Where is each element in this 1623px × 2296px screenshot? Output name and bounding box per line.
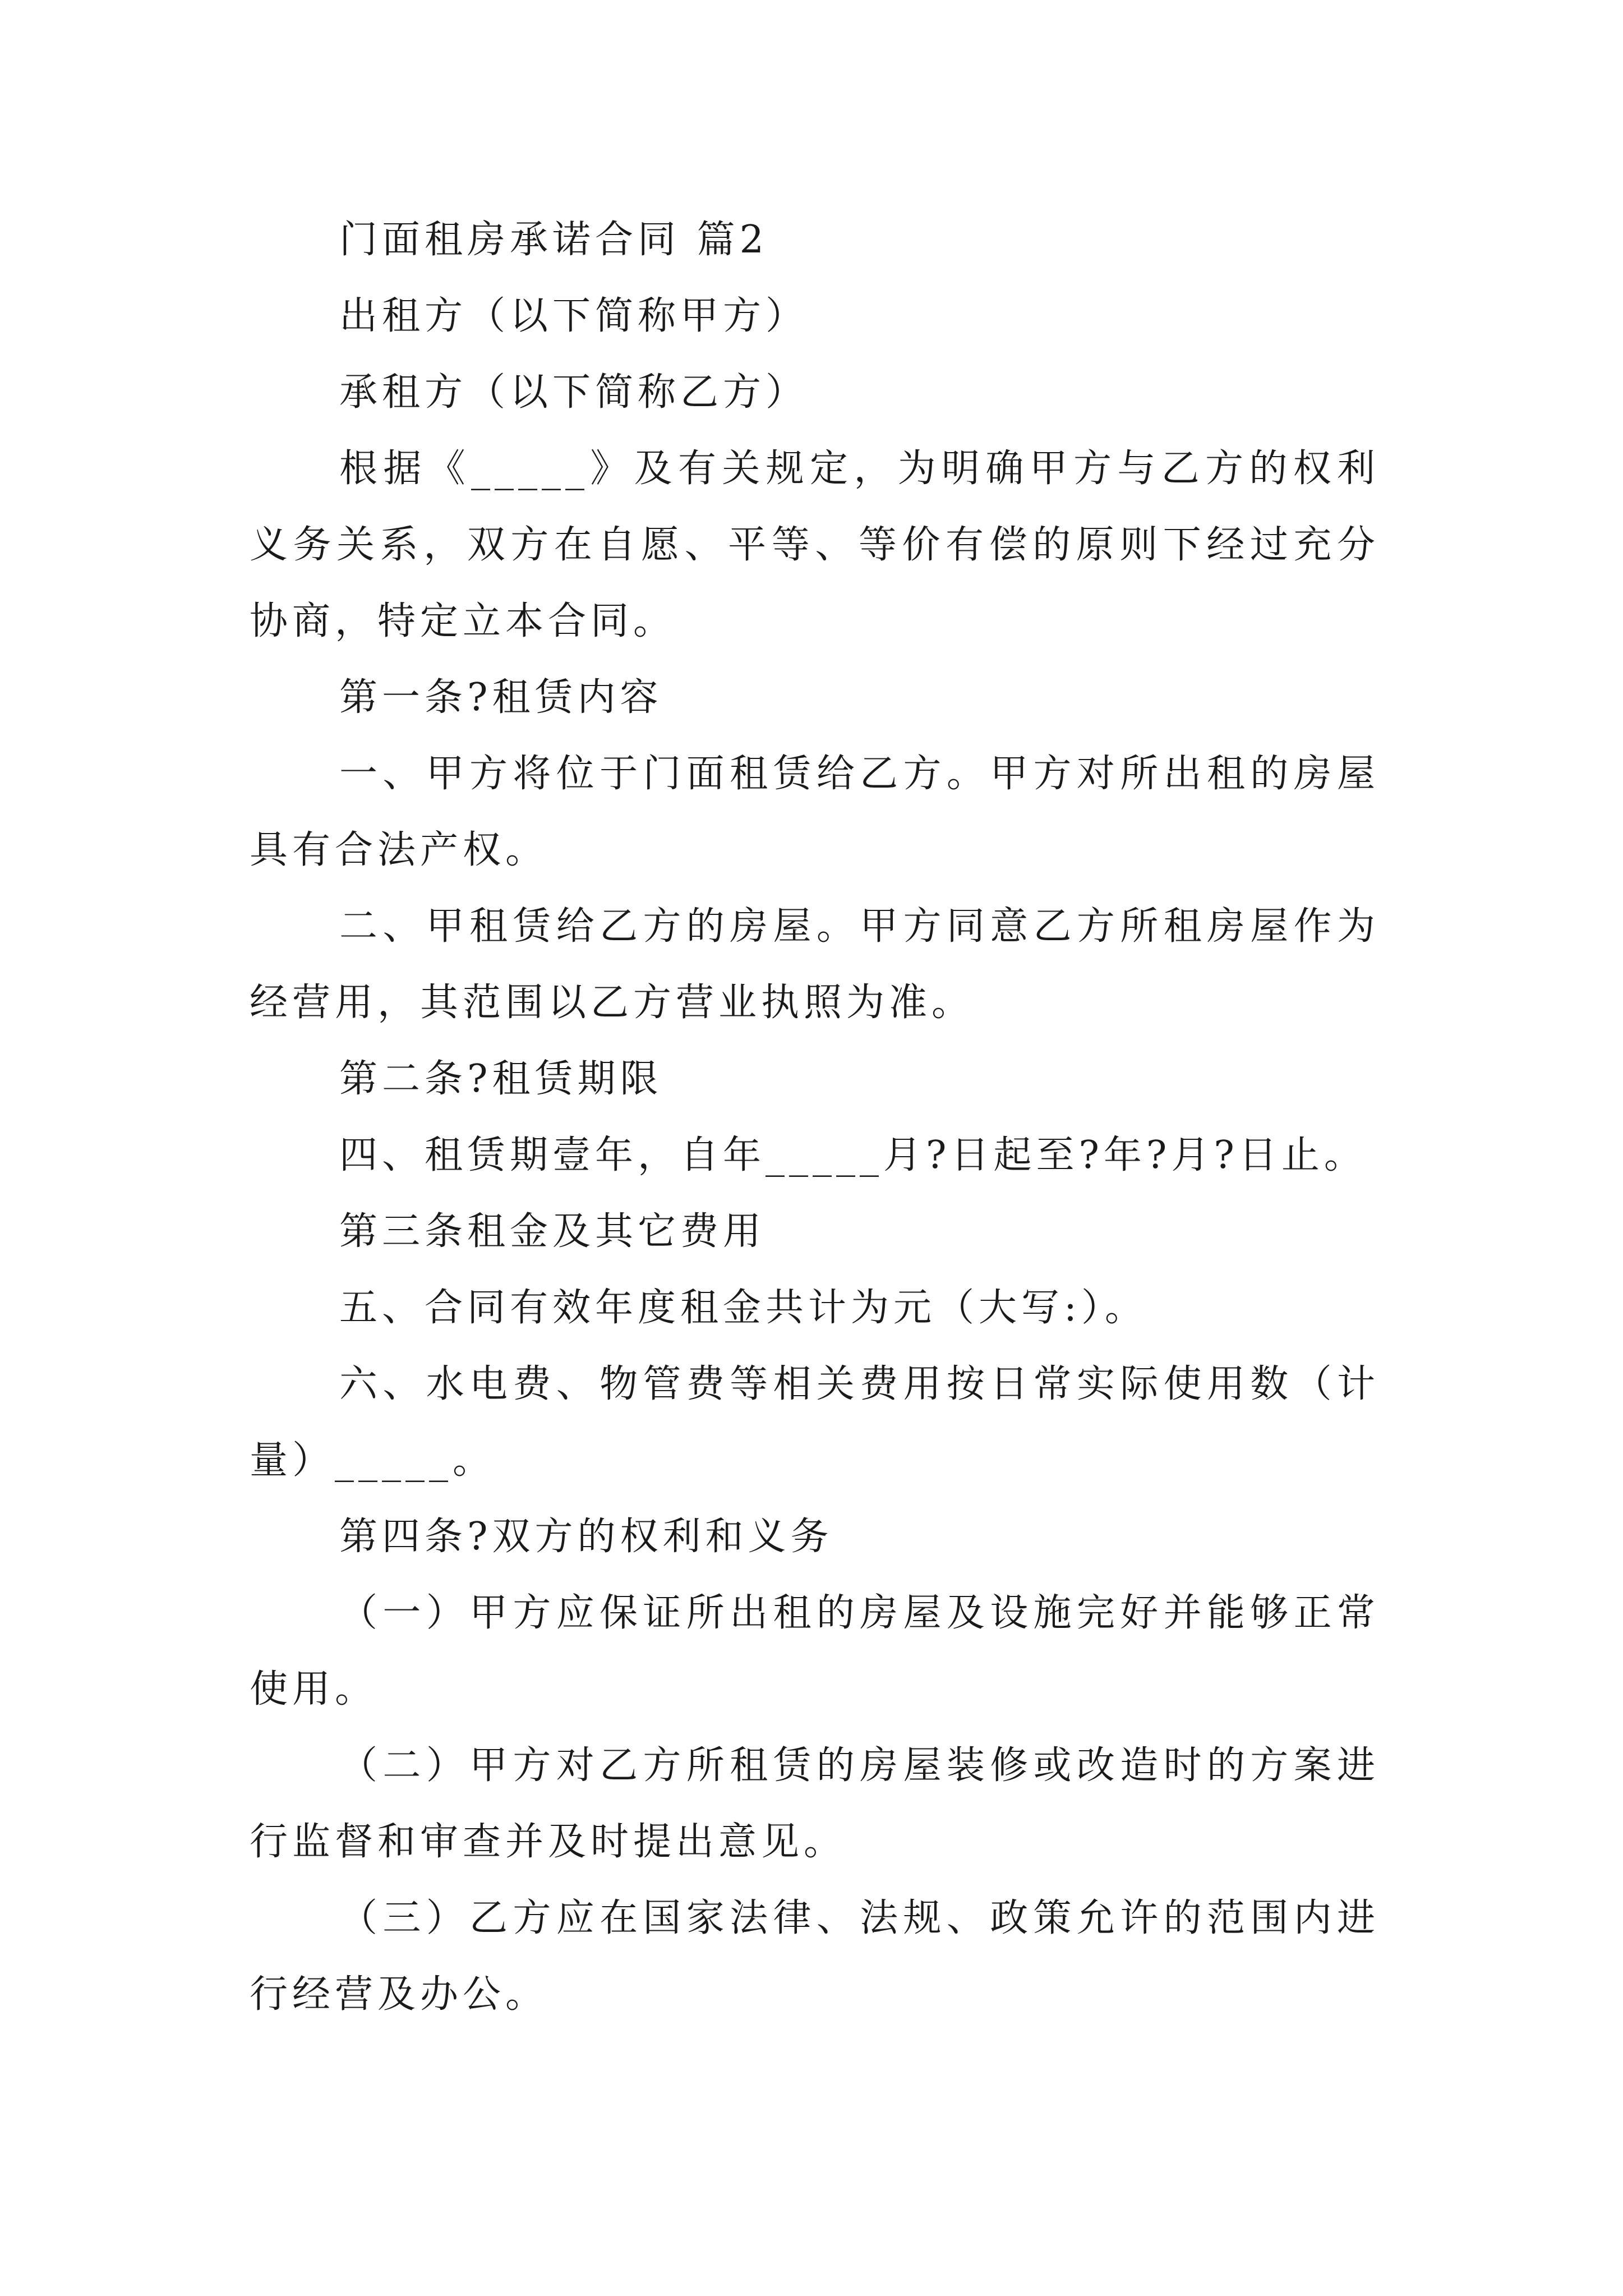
article-heading: 第三条租金及其它费用 [339,1209,766,1254]
clause-paragraph: （二）甲方对乙方所租赁的房屋装修或改造时的方案进行监督和审查并及时提出意见。 [250,1743,1380,1864]
clause-paragraph: 一、甲方将位于门面租赁给乙方。甲方对所出租的房屋具有合法产权。 [250,752,1380,872]
article-heading: 第四条?双方的权利和义务 [339,1515,833,1559]
clause-paragraph: 二、甲租赁给乙方的房屋。甲方同意乙方所租房屋作为经营用，其范围以乙方营业执照为准。 [250,904,1380,1025]
article-heading: 第一条?租赁内容 [339,675,663,720]
clause-paragraph: 四、租赁期壹年，自年_____月?日起至?年?月?日止。 [339,1133,1367,1177]
clause-paragraph: 六、水电费、物管费等相关费用按日常实际使用数（计量）_____。 [250,1362,1380,1483]
preamble-paragraph: 根据《_____》及有关规定，为明确甲方与乙方的权利义务关系，双方在自愿、平等、等价有偿的原则下经过充分协商，特定立本合同。 [250,447,1380,643]
clause-paragraph: 五、合同有效年度租金共计为元（大写:）。 [339,1286,1147,1330]
article-heading: 第二条?租赁期限 [339,1057,663,1101]
clause-paragraph: （三）乙方应在国家法律、法规、政策允许的范围内进行经营及办公。 [250,1896,1380,2017]
lessor-line: 出租方（以下简称甲方） [339,294,809,338]
document-title: 门面租房承诺合同 篇2 [339,218,768,262]
lessee-line: 承租方（以下简称乙方） [339,370,809,415]
document-body [250,202,1380,2033]
clause-paragraph: （一）甲方应保证所出租的房屋及设施完好并能够正常使用。 [250,1591,1380,1711]
